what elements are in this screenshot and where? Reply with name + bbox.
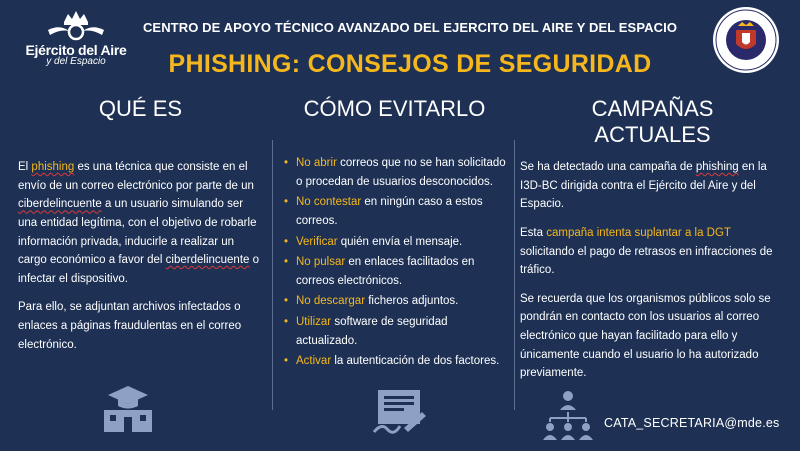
ciberdelincuente-term: ciberdelincuente — [18, 198, 102, 211]
list-item: • No abrir correos que no se han solicitado o procedan de usuarios desconocidos. — [282, 154, 507, 191]
list-item: • No pulsar en enlaces facilitados en correos electrónicos. — [282, 253, 507, 290]
column-divider — [514, 140, 515, 410]
heading-que-es: QUÉ ES — [98, 96, 183, 121]
tips-list — [282, 154, 507, 371]
center-seal — [712, 6, 780, 74]
ciberdelincuente-term: ciberdelincuente — [165, 254, 250, 267]
que-es-paragraph-1: El phishing es una técnica que consiste en el envío de un correo electrónico por parte de un ciberdelincuente a un usuario simulando ser una entidad legítima, con el objetivo de robarle información privada, inducirle a realizar un cargo económico a favor del ciberdelincuente o infectar el dispositivo. — [18, 161, 260, 285]
document-sign-icon — [370, 388, 428, 438]
phishing-term: phishing — [31, 161, 75, 173]
school-icon — [100, 384, 156, 434]
contact-email[interactable]: CATA_SECRETARIA@mde.es — [604, 416, 780, 430]
list-item: • Activar la autenticación de dos factores. — [282, 352, 507, 371]
heading-como-evitarlo: CÓMO EVITARLO — [303, 96, 486, 121]
campanas-paragraph-1: Se ha detectado una campaña de phishing en la I3D-BC dirigida contra el Ejército del Aire y del Espacio. — [520, 161, 767, 211]
campanas-paragraph-2: Esta campaña intenta suplantar a la DGT solicitando el pago de retrasos en infracciones de tráfico. — [520, 226, 773, 277]
page-title: PHISHING: CONSEJOS DE SEGURIDAD — [168, 50, 652, 78]
column-que-es — [18, 96, 263, 351]
ejercito-logo — [20, 8, 132, 67]
network-users-icon — [540, 388, 596, 442]
column-como-evitarlo — [282, 96, 507, 368]
logo-line2: y del Espacio — [46, 56, 106, 67]
list-item: • No descargar ficheros adjuntos. — [282, 292, 507, 311]
crown-wings-icon — [46, 8, 106, 42]
list-item: • No contestar en ningún caso a estos correos. — [282, 193, 507, 230]
column-divider — [272, 140, 273, 410]
campanas-paragraph-3: Se recuerda que los organismos públicos solo se pondrán en contacto con los usuarios al correo electrónico que hayan facilitado para ello y únicamente cuando el usuario lo ha autorizado previamente. — [520, 292, 771, 380]
que-es-paragraph-2: Para ello, se adjuntan archivos infectados o enlaces a páginas fraudulentas en el correo electrónico. — [18, 301, 242, 351]
heading-campanas: CAMPAÑAS ACTUALES — [591, 96, 714, 148]
list-item: • Verificar quién envía el mensaje. — [282, 233, 507, 252]
column-campanas — [520, 96, 785, 380]
list-item: • Utilizar software de seguridad actualizado. — [282, 313, 507, 350]
logo-line1: Ejército del Aire — [25, 42, 127, 58]
header-title: CENTRO DE APOYO TÉCNICO AVANZADO DEL EJERCITO DEL AIRE Y DEL ESPACIO — [142, 20, 678, 35]
que-es-text — [18, 158, 263, 364]
